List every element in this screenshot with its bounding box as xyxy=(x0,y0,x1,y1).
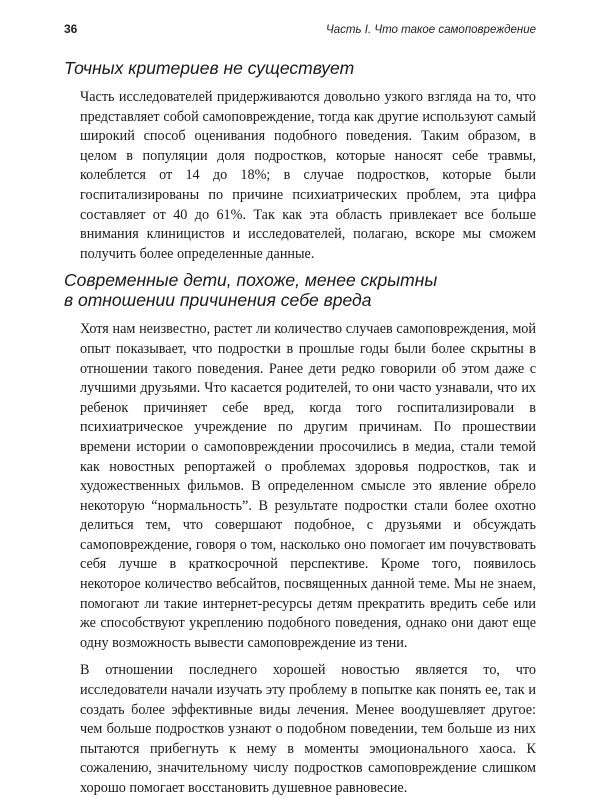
paragraph-research: В отношении последнего хорошей новостью является то, что исследователи начали изучать эту проблему в попытке как понять ее, так и создать более эффективные виды лечения. Менее воодушевляет другое: чем больше подростков узнают о подобном поведении, тем больше из них пытаются прибегнуть к нему в моменты эмоционального хаоса. К сожалению, значительному числу подростков самоповреждение слишком хорошо помогает восстановить душевное равновесие. xyxy=(80,662,536,796)
section-heading-modern-children xyxy=(64,270,536,310)
running-header xyxy=(64,22,536,42)
section-heading-line-2: в отношении причинения себе вреда xyxy=(64,290,372,311)
section-heading-line-1: Современные дети, похоже, менее скрытны xyxy=(64,270,438,291)
paragraph-secrecy: Хотя нам неизвестно, растет ли количество случаев самоповреждения, мой опыт показывает, что подростки в прошлые годы были более скрытны в отношении такого поведения. Ранее дети редко говорили об этом даже с лучшими друзьями. Что касается родителей, то они часто узнавали, что их ребенок причиняет себе вред, когда того госпитализировали в психиатрическое учреждение по другим причинам. По прошествии времени истории о самоповреждении просочились в медиа, стали темой как новостных репортажей о проблемах здоровья подростков, так и художественных фильмов. В определенном смысле это явление обрело некоторую “нормальность”. В результате подростки стали более охотно делиться тем, что совершают подобное, с друзьями и обсуждать самоповреждение, говоря о том, насколько оно помогает им почувствовать себя лучше в краткосрочной перспективе. Кроме того, появилось некоторое количество вебсайтов, посвященных данной теме. Мы не знаем, помогают ли такие интернет-ресурсы детям прекратить вредить себе или же способствуют укреплению подобного поведения, однако они дают еще одну возможность вывести самоповреждение из тени. xyxy=(80,321,536,651)
chapter-title: Часть I. Что такое самоповреждение xyxy=(326,24,536,36)
section-heading-criteria: Точных критериев не существует xyxy=(64,58,355,78)
paragraph-criteria: Часть исследователей придерживаются довольно узкого взгляда на то, что представляет собой самоповреждение, тогда как другие используют самый широкий способ оценивания подобного поведения. Таким образом, в целом в популяции доля подростков, которые наносят себе травмы, колеблется от 14 до 18%; в случае подростков, которые были госпитализированы по причине психиатрических проблем, эта цифра составляет от 40 до 61%. Так как эта область привлекает все больше внимания клиницистов и исследователей, полагаю, вскоре мы сможем получить более определенные данные. xyxy=(80,89,536,262)
page-number: 36 xyxy=(64,22,78,36)
